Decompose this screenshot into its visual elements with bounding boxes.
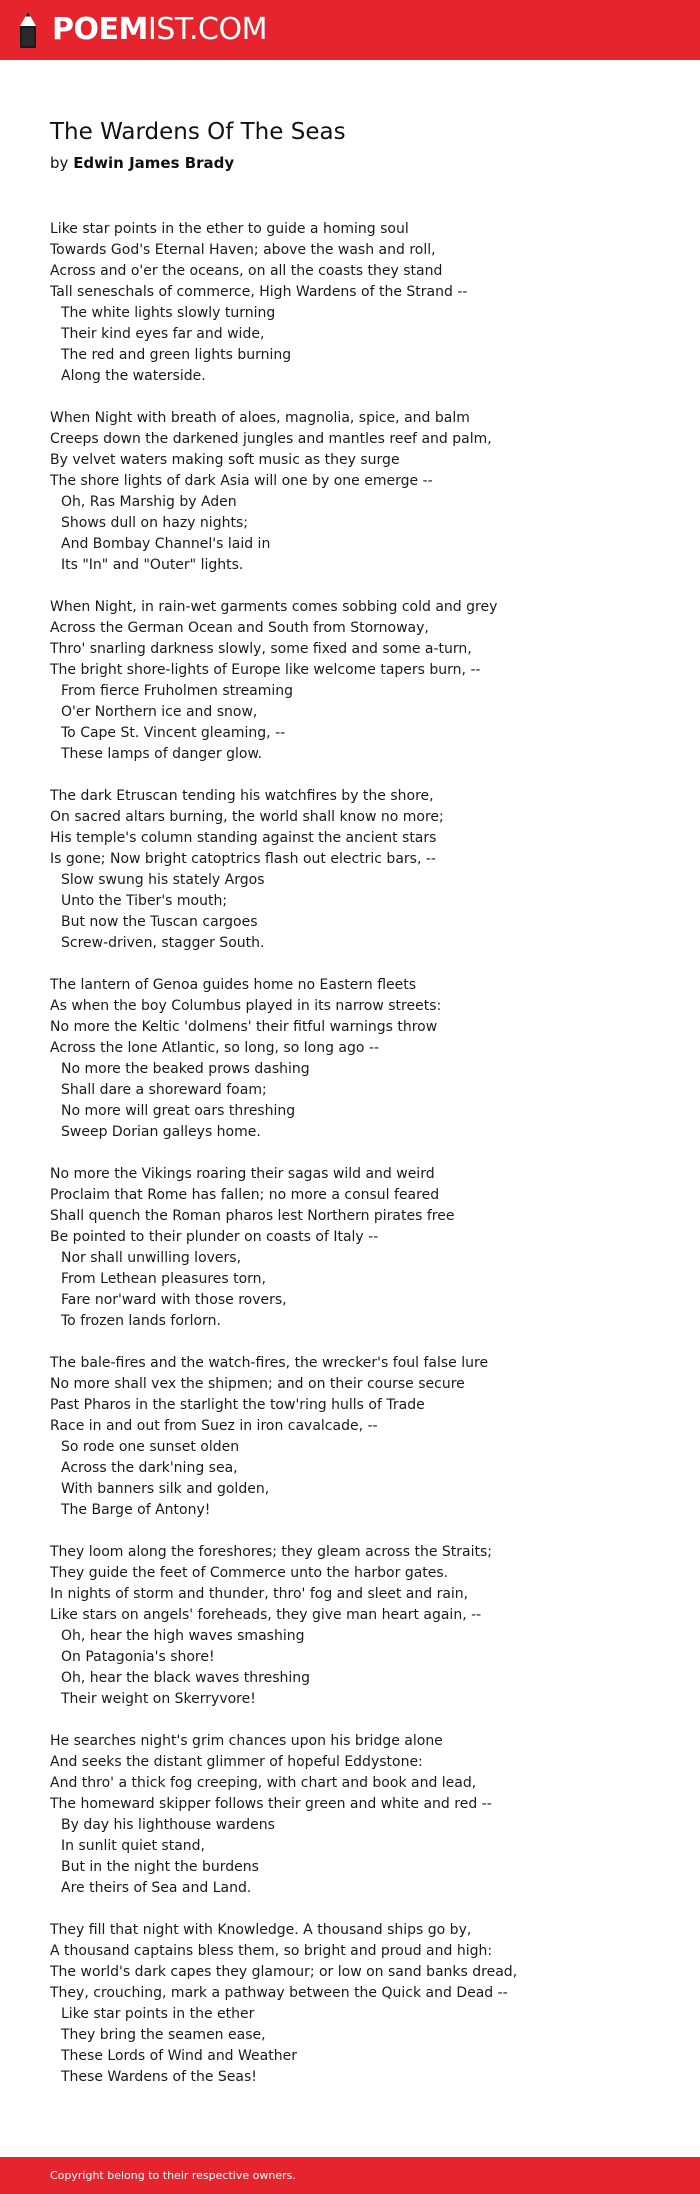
poem-line: Thro' snarling darkness slowly, some fixed and some a-turn, xyxy=(50,641,472,657)
poem-line: The world's dark capes they glamour; or low on sand banks dread, xyxy=(50,1964,518,1980)
poem-line: So rode one sunset olden xyxy=(61,1439,240,1455)
poem-line: Across the dark'ning sea, xyxy=(61,1460,238,1476)
poem-line: They fill that night with Knowledge. A thousand ships go by, xyxy=(50,1922,472,1938)
poem-line: Along the waterside. xyxy=(61,368,206,384)
poem-line: The bright shore-lights of Europe like welcome tapers burn, -- xyxy=(50,662,481,678)
poem-line: They loom along the foreshores; they gleam across the Straits; xyxy=(50,1544,492,1560)
poem-stanza xyxy=(50,597,670,765)
poem-header xyxy=(50,112,346,174)
poem-line: The lantern of Genoa guides home no Eastern fleets xyxy=(50,977,417,993)
poem-line: By velvet waters making soft music as they surge xyxy=(50,452,400,468)
poem-line: The white lights slowly turning xyxy=(61,305,276,321)
poem-line: Across the lone Atlantic, so long, so long ago -- xyxy=(50,1040,380,1056)
poem-line: To frozen lands forlorn. xyxy=(61,1313,221,1329)
poem-line: When Night, in rain-wet garments comes sobbing cold and grey xyxy=(50,599,498,615)
poem-body xyxy=(50,219,670,2109)
poem-line: Shall dare a shoreward foam; xyxy=(61,1082,267,1098)
author-link[interactable]: Edwin James Brady xyxy=(73,154,235,172)
poem-line: The homeward skipper follows their green and white and red -- xyxy=(50,1796,492,1812)
poem-line: And seeks the distant glimmer of hopeful Eddystone: xyxy=(50,1754,423,1770)
poem-line: They, crouching, mark a pathway between the Quick and Dead -- xyxy=(50,1985,508,2001)
site-logo-text xyxy=(52,10,267,50)
poem-line: Sweep Dorian galleys home. xyxy=(61,1124,261,1140)
poem-line: Shows dull on hazy nights; xyxy=(61,515,248,531)
poem-stanza xyxy=(50,786,670,954)
poem-line: These Wardens of the Seas! xyxy=(61,2069,257,2085)
poem-line: These Lords of Wind and Weather xyxy=(61,2048,297,2064)
poem-line: Is gone; Now bright catoptrics flash out electric bars, -- xyxy=(50,851,436,867)
copyright-notice: Copyright belong to their respective owners. xyxy=(50,2169,296,2182)
poem-line: Like stars on angels' foreheads, they give man heart again, -- xyxy=(50,1607,482,1623)
poem-line: Are theirs of Sea and Land. xyxy=(61,1880,252,1896)
poem-line: Oh, hear the black waves threshing xyxy=(61,1670,311,1686)
poem-line: As when the boy Columbus played in its narrow streets: xyxy=(50,998,442,1014)
poem-line: The red and green lights burning xyxy=(61,347,292,363)
poem-line: On Patagonia's shore! xyxy=(61,1649,215,1665)
site-header xyxy=(0,0,700,60)
poem-stanza xyxy=(50,1920,670,2088)
poem-line: Fare nor'ward with those rovers, xyxy=(61,1292,287,1308)
poem-line: The bale-fires and the watch-fires, the wrecker's foul false lure xyxy=(50,1355,489,1371)
poem-line: The dark Etruscan tending his watchfires by the shore, xyxy=(50,788,434,804)
poem-line: But in the night the burdens xyxy=(61,1859,259,1875)
poem-line: Their kind eyes far and wide, xyxy=(61,326,265,342)
poem-line: Past Pharos in the starlight the tow'ring hulls of Trade xyxy=(50,1397,425,1413)
poem-line: Race in and out from Suez in iron cavalcade, -- xyxy=(50,1418,378,1434)
poem-line: In nights of storm and thunder, thro' fog and sleet and rain, xyxy=(50,1586,469,1602)
poem-stanza xyxy=(50,408,670,576)
poem-line: Like star points in the ether xyxy=(61,2006,255,2022)
poem-line: Nor shall unwilling lovers, xyxy=(61,1250,242,1266)
poem-line: On sacred altars burning, the world shall know no more; xyxy=(50,809,444,825)
poem-line: He searches night's grim chances upon his bridge alone xyxy=(50,1733,443,1749)
poem-stanza xyxy=(50,219,670,387)
poem-stanza xyxy=(50,1542,670,1710)
poem-line: The Barge of Antony! xyxy=(61,1502,211,1518)
poem-line: When Night with breath of aloes, magnolia, spice, and balm xyxy=(50,410,470,426)
poem-line: Across and o'er the oceans, on all the coasts they stand xyxy=(50,263,443,279)
poem-stanza xyxy=(50,975,670,1143)
poem-line: With banners silk and golden, xyxy=(61,1481,270,1497)
poem-line: And Bombay Channel's laid in xyxy=(61,536,271,552)
poem-stanza xyxy=(50,1164,670,1332)
poem-line: The shore lights of dark Asia will one by one emerge -- xyxy=(50,473,433,489)
poem-line: Proclaim that Rome has fallen; no more a consul feared xyxy=(50,1187,440,1203)
poem-line: From Lethean pleasures torn, xyxy=(61,1271,267,1287)
poem-line: No more will great oars threshing xyxy=(61,1103,296,1119)
poem-line: O'er Northern ice and snow, xyxy=(61,704,258,720)
pencil-icon xyxy=(18,10,38,50)
poem-line: Shall quench the Roman pharos lest Northern pirates free xyxy=(50,1208,455,1224)
poem-line: His temple's column standing against the ancient stars xyxy=(50,830,437,846)
poem-line: From fierce Fruholmen streaming xyxy=(61,683,294,699)
poem-line: Unto the Tiber's mouth; xyxy=(61,893,228,909)
poem-line: They bring the seamen ease, xyxy=(61,2027,266,2043)
poem-title: The Wardens Of The Seas xyxy=(50,119,346,145)
poem-line: Oh, Ras Marshig by Aden xyxy=(61,494,237,510)
poem-line: Tall seneschals of commerce, High Wardens of the Strand -- xyxy=(50,284,468,300)
poem-line: By day his lighthouse wardens xyxy=(61,1817,275,1833)
poem-line: No more shall vex the shipmen; and on their course secure xyxy=(50,1376,465,1392)
poem-stanza xyxy=(50,1353,670,1521)
poem-stanza xyxy=(50,1731,670,1899)
poem-line: These lamps of danger glow. xyxy=(61,746,263,762)
poem-line: No more the Keltic 'dolmens' their fitful warnings throw xyxy=(50,1019,438,1035)
poem-line: Its "In" and "Outer" lights. xyxy=(61,557,244,573)
poem-line: In sunlit quiet stand, xyxy=(61,1838,205,1854)
poem-line: To Cape St. Vincent gleaming, -- xyxy=(61,725,286,741)
poem-line: Like star points in the ether to guide a homing soul xyxy=(50,221,409,237)
poem-line: Be pointed to their plunder on coasts of Italy -- xyxy=(50,1229,379,1245)
poem-line: And thro' a thick fog creeping, with chart and book and lead, xyxy=(50,1775,477,1791)
poem-byline xyxy=(50,152,346,174)
by-label: by xyxy=(50,154,69,172)
poem-line: They guide the feet of Commerce unto the harbor gates. xyxy=(50,1565,449,1581)
poem-line: Across the German Ocean and South from Stornoway, xyxy=(50,620,429,636)
poem-line: Slow swung his stately Argos xyxy=(61,872,265,888)
site-logo[interactable] xyxy=(18,10,267,50)
poem-line: Their weight on Skerryvore! xyxy=(61,1691,256,1707)
poem-line: Screw-driven, stagger South. xyxy=(61,935,265,951)
poem-line: Towards God's Eternal Haven; above the wash and roll, xyxy=(50,242,436,258)
poem-line: Creeps down the darkened jungles and mantles reef and palm, xyxy=(50,431,492,447)
site-footer xyxy=(0,2157,700,2194)
poem-line: Oh, hear the high waves smashing xyxy=(61,1628,305,1644)
poem-line: A thousand captains bless them, so bright and proud and high: xyxy=(50,1943,493,1959)
poem-line: No more the Vikings roaring their sagas wild and weird xyxy=(50,1166,435,1182)
poem-line: No more the beaked prows dashing xyxy=(61,1061,310,1077)
poem-line: But now the Tuscan cargoes xyxy=(61,914,258,930)
logo-bold-text: POEM xyxy=(52,12,148,47)
logo-light-text: IST.COM xyxy=(147,12,267,47)
